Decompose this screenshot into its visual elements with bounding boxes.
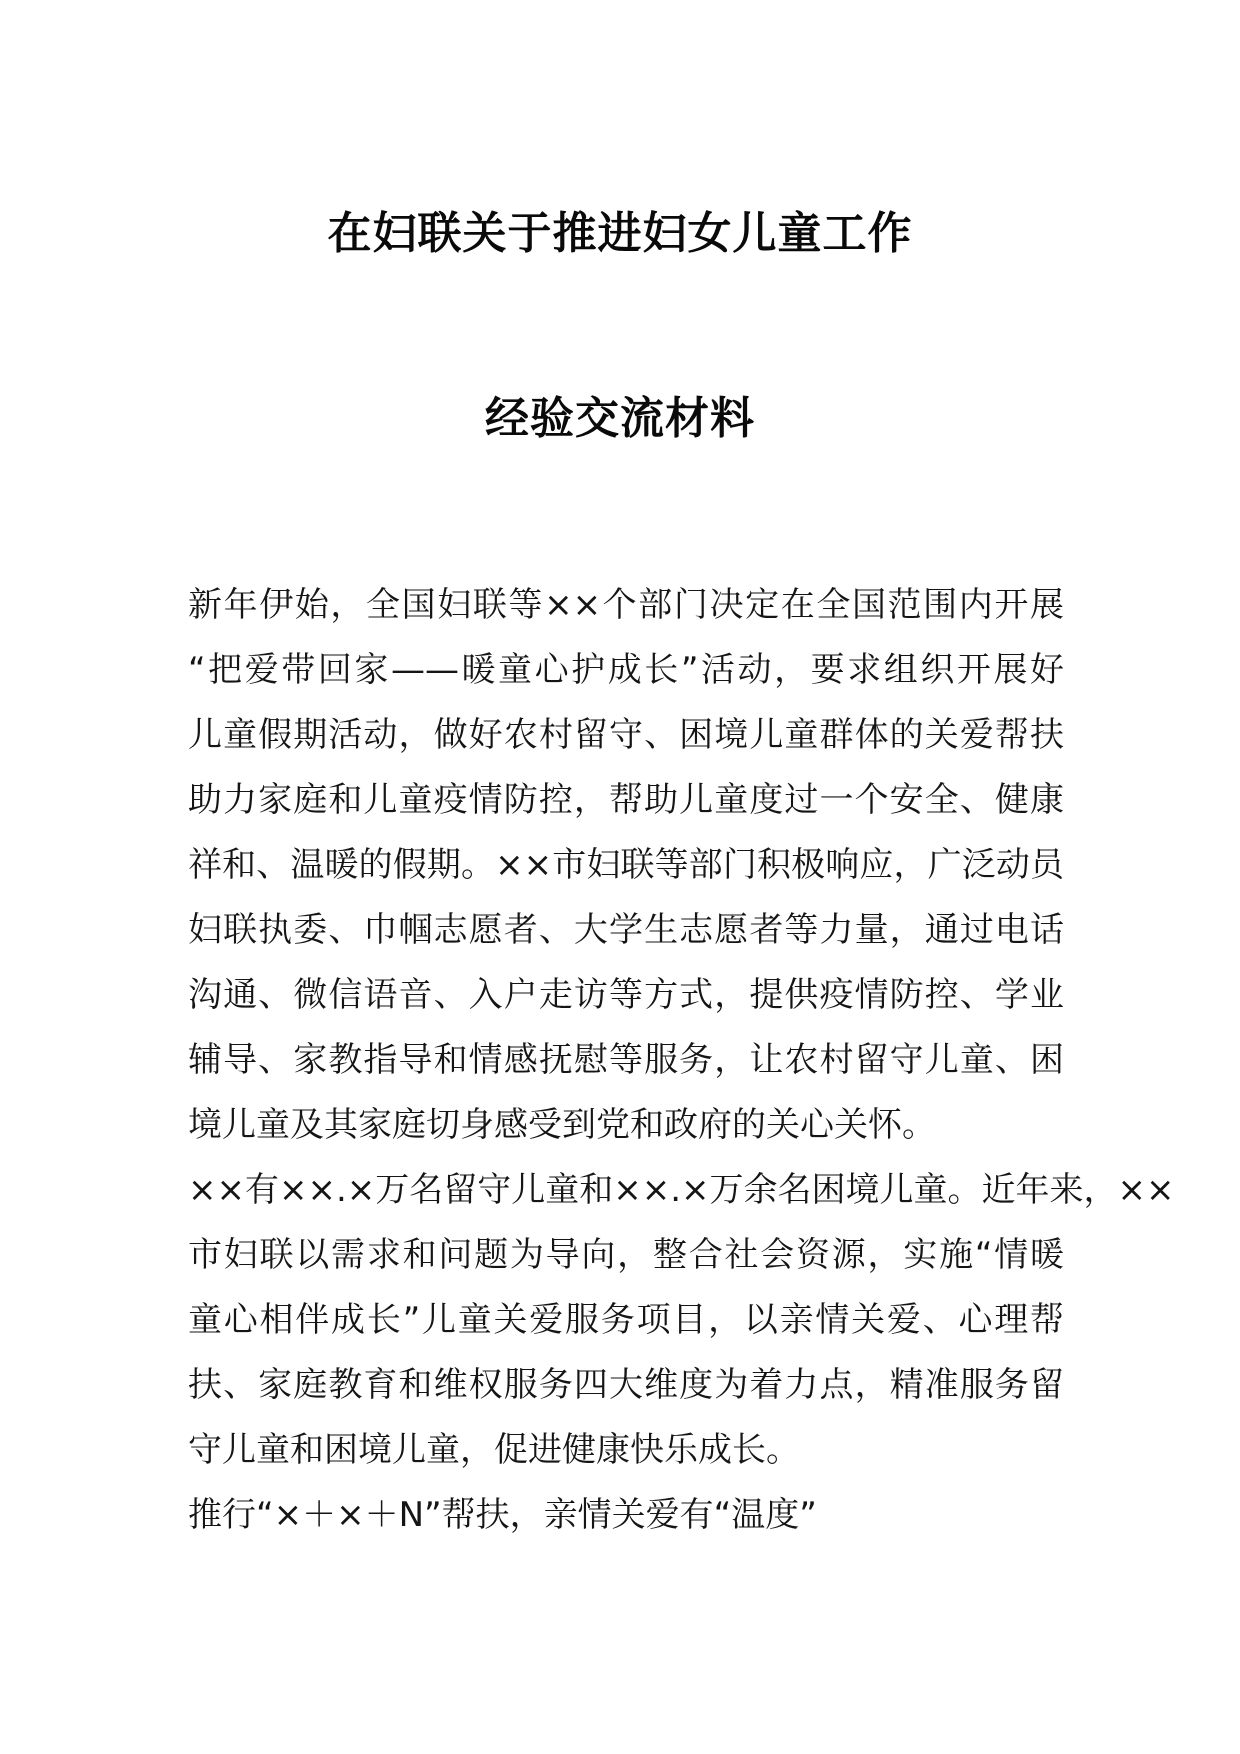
- document-title-line-2: 经验交流材料: [485, 393, 755, 444]
- body-line: 新年伊始，全国妇联等××个部门决定在全国范围内开展: [188, 585, 1064, 625]
- body-line: 市妇联以需求和问题为导向，整合社会资源，实施“情暖: [188, 1235, 1064, 1275]
- body-line: 妇联执委、巾帼志愿者、大学生志愿者等力量，通过电话: [188, 910, 1064, 950]
- body-line: 儿童假期活动，做好农村留守、困境儿童群体的关爱帮扶: [188, 715, 1064, 755]
- document-body: [188, 573, 1175, 1548]
- section-heading: 推行“×＋×＋N”帮扶，亲情关爱有“温度”: [188, 1495, 817, 1535]
- body-line: 扶、家庭教育和维权服务四大维度为着力点，精准服务留: [188, 1365, 1064, 1405]
- body-line: 境儿童及其家庭切身感受到党和政府的关心关怀。: [188, 1105, 936, 1145]
- body-line: 祥和、温暖的假期。××市妇联等部门积极响应，广泛动员: [188, 845, 1064, 885]
- body-line: 助力家庭和儿童疫情防控，帮助儿童度过一个安全、健康: [188, 780, 1064, 820]
- document-title-line-1: 在妇联关于推进妇女儿童工作: [327, 208, 913, 259]
- body-line: 守儿童和困境儿童，促进健康快乐成长。: [188, 1430, 800, 1470]
- body-line: 辅导、家教指导和情感抚慰等服务，让农村留守儿童、困: [188, 1040, 1064, 1080]
- body-line: “把爱带回家——暖童心护成长”活动，要求组织开展好: [188, 650, 1064, 690]
- body-line: ××有××.×万名留守儿童和××.×万余名困境儿童。近年来，××: [188, 1170, 1175, 1210]
- body-line: 童心相伴成长”儿童关爱服务项目，以亲情关爱、心理帮: [188, 1300, 1064, 1340]
- body-line: 沟通、微信语音、入户走访等方式，提供疫情防控、学业: [188, 975, 1064, 1015]
